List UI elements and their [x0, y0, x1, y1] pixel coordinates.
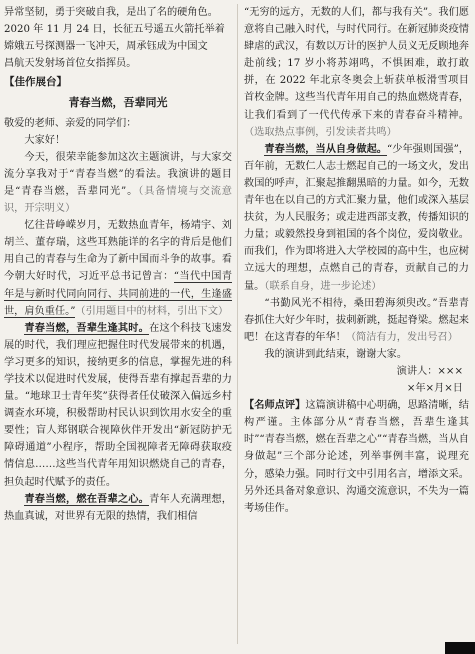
underlined-quote: “当代中国青年是与新时代同向同行、共同前进的一代，生逢盛世，肩负重任。”: [4, 271, 233, 317]
paragraph-4: [4, 491, 232, 525]
paragraph-7: [244, 295, 469, 346]
paragraph-text: 青年人充满理想，热血真诚，对世界有无限的热情，我们相信: [4, 493, 232, 522]
annotation: （选取热点事例，引发读者共鸣）: [244, 126, 397, 138]
column-divider: [237, 4, 238, 644]
intro-line: 嫦娥五号探测器一飞冲天，周承钰成为中国文: [4, 41, 208, 53]
section-tag: 【佳作展台】: [4, 76, 67, 89]
comment-tag: 【名师点评】: [244, 400, 306, 412]
annotation: （简洁有力，发出号召）: [345, 331, 458, 343]
paragraph-6: [244, 141, 469, 295]
annotation: （联系自身，进一步论述）: [264, 280, 382, 292]
topic-sentence: 青春当燃，当从自身做起。: [264, 142, 388, 155]
topic-sentence: 青春当燃，燃在吾辈之心。: [24, 492, 150, 505]
paragraph-text: 今天，很荣幸能参加这次主题演讲，与大家交流分享我对于“青春当燃”的看法。我演讲的题目是“青春当燃，吾辈同光”。: [4, 151, 232, 197]
teacher-comment: [244, 397, 469, 517]
annotation: （引用题目中的材料，引出下文）: [75, 305, 229, 317]
paragraph-text: “少年强则国强”，百年前，无数仁人志士燃起自己的一场文火，发出救国的呼声，汇聚起推翻黑暗的力量。如今，无数青年也在以自己的方式汇聚力量，他们或深入基层扶贫，为人民服务；或走进西部支教，传播知识的力量；或毅然投身到祖国的各个岗位，爱岗敬业。而我们，作为即将进入大学校园的高中生，也应树立远大的理想，点燃自己的青春，贡献自己的力量。: [244, 143, 469, 292]
intro-line: 2020 年 11 月 24 日，长征五号遥五火箭托举着: [4, 24, 225, 36]
right-column: [244, 4, 469, 517]
paragraph-text: “无穷的远方，无数的人们，都与我有关”。我们愿意将自己融入时代，与时代同行。在新冠肺炎疫情肆虐的武汉，有数以万计的医护人员义无反顾地奔赴前线；17 岁小将苏翊鸣，不惧困难，敢打敢拼，在 2022 年北京冬奥会上斩获单板滑雪项目首枚金牌。这些当代青年用自己的热血燃烧青春，让我们看到了一代代传承下来的青春奋斗精神。: [244, 7, 469, 121]
paragraph-text: 忆往昔峥嵘岁月，无数热血青年，杨靖宇、刘胡兰、董存瑞，这些耳熟能详的名字的背后是他们用自己的青春与生命为了新中国而斗争的故事。看今朝大好时代，习近平总书记曾言：: [4, 220, 232, 283]
left-column: [4, 4, 232, 525]
paragraph-5: [244, 4, 469, 141]
paragraph-text: 在这个科技飞速发展的时代，我们理应把握住时代发展带来的机遇，学习更多的知识，接纳更多的信息，掌握先进的科学技术以促进时代发展，使得吾辈有撑起吾辈的力量。“地球卫士青年奖”获得者任仗破深入偏远乡村调查水环境，积极帮助村民认识到饮用水安全的重要性；盲人郑钢联合视障伙伴开发出“新冠防护无障碍通道”小程序，帮助全国视障者无障碍获取疫情信息……这些当代青年用知识燃烧自己的青春，担负起时代赋予的责任。: [4, 322, 232, 488]
speaker-signature: 演讲人：×××: [396, 365, 463, 377]
paragraph-text: “书勤风光不相待，桑田碧海须臾改。”吾辈青春抓住大好少年时，拔刺新跳，挺起脊梁。燃起来吧！在这青春的年华！: [244, 297, 469, 343]
salutation: 敬爱的老师、亲爱的同学们：: [4, 117, 137, 129]
annotation: （具备情境与交流意识，开宗明义）: [4, 185, 232, 215]
essay-title: 青春当燃，吾辈同光: [68, 96, 168, 110]
corner-mark: [445, 642, 475, 654]
closing-line: 我的演讲到此结束，谢谢大家。: [264, 348, 408, 360]
intro-line: 昌航天发射场首位女指挥员。: [4, 58, 137, 70]
paragraph-1: [4, 149, 232, 217]
paragraph-3: [4, 320, 232, 491]
comment-text: 这篇演讲稿中心明确，思路清晰，结构严谨。主体部分从“青春当燃，吾辈生逢其时”“青春当燃，燃在吾辈之心”“青春当燃，当从自身做起”三个部分论述，列举事例丰富，说理充分，感染力强。同时行文中引用名言，增添文采。另外还具备对象意识、沟通交流意识，不失为一篇考场佳作。: [244, 400, 469, 514]
speech-date: ×年×月×日: [406, 383, 463, 395]
topic-sentence: 青春当燃，吾辈生逢其时。: [24, 321, 150, 334]
paragraph-2: [4, 217, 232, 320]
intro-line: 异常坚韧，勇于突破自我，是出了名的硬角色。: [4, 7, 218, 18]
greeting: 大家好！: [24, 134, 66, 146]
